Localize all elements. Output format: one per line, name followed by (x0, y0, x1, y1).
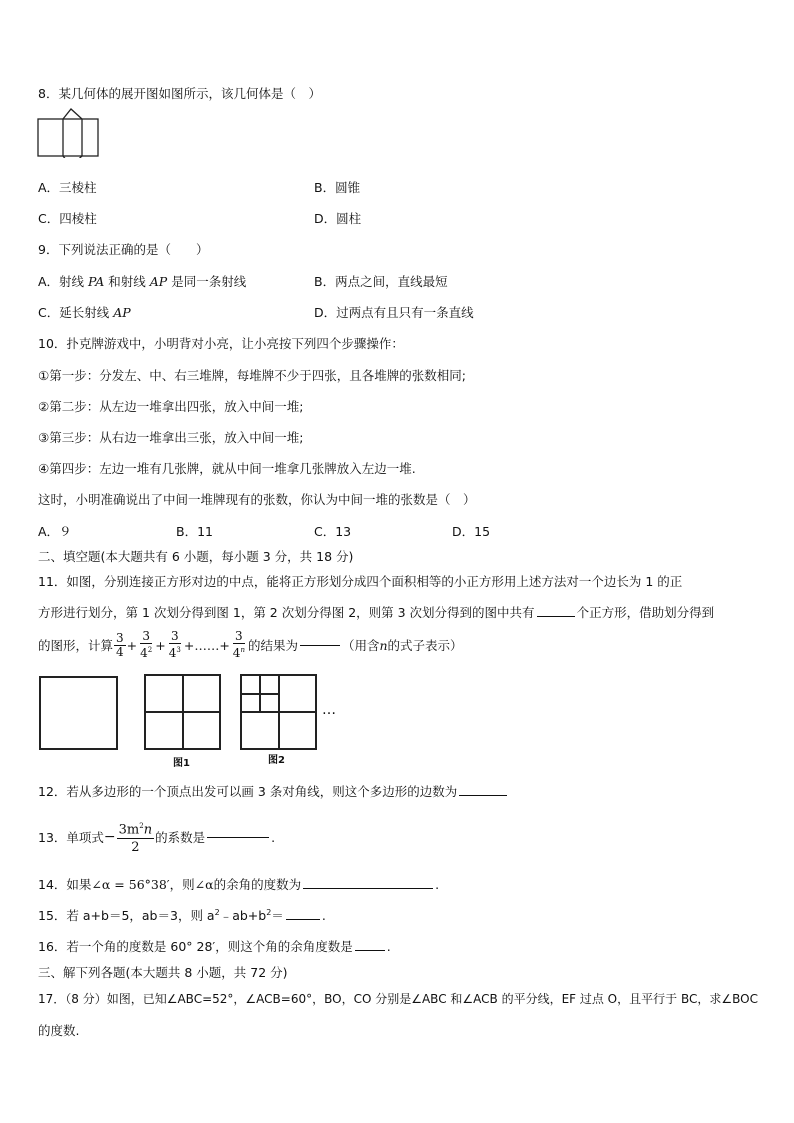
q11-line-2a: 方形进行划分，第 1 次划分得到图 1，第 2 次划分得图 2，则第 3 次划分得到的图中共有 (38, 605, 535, 620)
q15-line (38, 906, 326, 924)
q11-line-3 (38, 630, 463, 660)
q10-question: 这时，小明准确说出了中间一堆牌现有的张数，你认为中间一堆的张数是（ ） (38, 492, 476, 507)
q14-line (38, 875, 439, 893)
q8-option-b[interactable]: B．圆锥 (314, 180, 361, 195)
fig2-sub-horizontal-line (242, 693, 279, 695)
q9-c-text: C．延长射线 (38, 305, 114, 320)
q8-option-d[interactable]: D．圆柱 (314, 211, 362, 226)
q9-option-a[interactable] (38, 272, 246, 290)
q11-line-3a: 的图形，计算 (38, 638, 114, 653)
q13-fraction (117, 818, 154, 856)
fraction-1-den: 4 (116, 644, 124, 659)
q13-num-exp: 2 (139, 822, 144, 830)
fraction-3-base: 4 (168, 646, 177, 660)
fraction-3-den (167, 644, 183, 660)
q9-a-ray-ap: AP (149, 274, 168, 289)
fraction-n-den (231, 644, 247, 660)
q9-option-c[interactable] (38, 303, 131, 321)
q12-blank[interactable] (459, 794, 507, 796)
q10-step-1: ①第一步：分发左、中、右三堆牌，每堆牌不少于四张，且各堆牌的张数相同; (38, 368, 466, 383)
fig1-horizontal-line (146, 711, 219, 713)
q14-angle: ∠α (194, 877, 214, 892)
q12-text: 12．若从多边形的一个顶点出发可以画 3 条对角线，则这个多边形的边数为 (38, 784, 458, 799)
figure-square-1 (144, 674, 221, 750)
q11-var-n: n (379, 637, 388, 653)
fraction-2-exp: 2 (147, 646, 153, 654)
q16-blank[interactable] (355, 949, 385, 951)
q17-line-2: 的度数. (38, 1023, 80, 1038)
q15-blank[interactable] (286, 918, 320, 920)
question-9-stem: 9．下列说法正确的是（ ） (38, 242, 209, 257)
q17-line-1: 17．（8 分）如图，已知∠ABC=52°，∠ACB=60°，BO，CO 分别是∠ABC 和∠ACB 的平分线，EF 过点 O，且平行于 BC，求∠BOC (38, 992, 758, 1006)
q10-step-2: ②第二步：从左边一堆拿出四张，放入中间一堆; (38, 399, 304, 414)
q11-line-3c: （用含 (341, 638, 380, 653)
fraction-2-den (138, 644, 154, 660)
q12-line (38, 782, 509, 800)
figure-square-0 (39, 676, 118, 750)
q9-a-ray-pa: PA (88, 274, 105, 289)
fraction-3-exp: 3 (176, 646, 181, 654)
q15-exp-2: 2 (266, 907, 272, 917)
plus-dots: +……+ (183, 637, 230, 653)
q9-a-text1: A．射线 (38, 274, 89, 289)
fraction-n-num: 3 (235, 629, 243, 643)
q11-line-2b: 个正方形，借助划分得到 (576, 605, 715, 620)
plus-2: + (155, 637, 166, 653)
fraction-n-base: 4 (232, 646, 241, 660)
q8-option-c[interactable]: C．四棱柱 (38, 211, 97, 226)
q14-post: 的余角的度数为 (213, 877, 302, 892)
q9-c-ray-ap: AP (113, 305, 131, 320)
q14-expr: ∠α = 56°38′ (91, 877, 170, 892)
q9-a-text2: 和射线 (104, 274, 150, 289)
section-3-heading: 三、解下列各题(本大题共 8 小题，共 72 分) (38, 965, 288, 980)
q11-blank-1[interactable] (537, 615, 575, 617)
fig2-horizontal-line (242, 711, 315, 713)
q13-num-3m: 3m (118, 822, 140, 838)
figure-2-label: 图2 (268, 755, 285, 766)
q11-line-2 (38, 603, 714, 621)
q15-exp-1: 2 (214, 907, 220, 917)
q13-numerator (117, 818, 154, 839)
q13-pre: 13．单项式 (38, 830, 104, 846)
plus-1: + (126, 637, 138, 653)
q13-denominator: 2 (131, 840, 140, 856)
q13-line (38, 818, 275, 856)
q15-mid: ﹣ab+b (219, 908, 267, 923)
prism-net-figure (37, 108, 99, 158)
fraction-3 (167, 630, 183, 660)
fraction-3-num: 3 (170, 629, 179, 643)
q11-line-1: 11．如图，分别连接正方形对边的中点，能将正方形划分成四个面积相等的小正方形用上述方法对一个边长为 1 的正 (38, 574, 683, 589)
q9-option-d[interactable]: D．过两点有且只有一条直线 (314, 305, 474, 320)
q11-line-3d: 的式子表示） (387, 638, 463, 653)
q8-option-a[interactable]: A．三棱柱 (38, 180, 97, 195)
q15-post: ＝ (271, 908, 284, 923)
q10-option-c[interactable]: C．13 (314, 524, 352, 539)
figure-ellipsis: … (322, 702, 336, 718)
q10-step-3: ③第三步：从右边一堆拿出三张，放入中间一堆; (38, 430, 304, 445)
section-2-heading: 二、填空题(本大题共有 6 小题，每小题 3 分，共 18 分) (38, 549, 354, 564)
fraction-n-exp: n (240, 646, 245, 654)
q16-pre: 16．若一个角的度数是 60° 28′，则这个角的余角度数是 (38, 939, 353, 954)
q11-blank-2[interactable] (300, 644, 340, 646)
q9-option-b[interactable]: B．两点之间，直线最短 (314, 274, 448, 289)
q14-blank[interactable] (303, 887, 433, 889)
q9-a-text3: 是同一条射线 (167, 274, 247, 289)
q16-end: . (386, 939, 391, 954)
q15-pre: 15．若 a+b＝5，ab＝3，则 a (38, 908, 215, 923)
fraction-1-num: 3 (116, 630, 124, 645)
q13-end: . (271, 829, 276, 845)
q11-line-3b: 的结果为 (247, 638, 298, 653)
q14-mid: ，则 (169, 877, 195, 892)
fraction-1 (114, 632, 126, 659)
q10-step-4: ④第四步：左边一堆有几张牌，就从中间一堆拿几张牌放入左边一堆. (38, 461, 416, 476)
figure-square-2 (240, 674, 317, 750)
fraction-2-base: 4 (140, 646, 148, 660)
q13-minus: − (103, 829, 116, 846)
q13-num-n: n (143, 822, 153, 838)
q14-end: . (435, 877, 440, 892)
q16-line (38, 937, 391, 955)
q10-option-d[interactable]: D．15 (452, 524, 491, 539)
fraction-2-num: 3 (142, 629, 151, 643)
question-10-stem: 10．扑克牌游戏中，小明背对小亮，让小亮按下列四个步骤操作： (38, 336, 404, 351)
q14-pre: 14．如果 (38, 877, 92, 892)
q10-option-a[interactable]: A．９ (38, 524, 72, 539)
fraction-n (231, 630, 247, 660)
q15-end: . (321, 908, 326, 923)
q13-blank[interactable] (207, 836, 269, 838)
q13-post: 的系数是 (155, 830, 206, 846)
question-8-stem: 8．某几何体的展开图如图所示，该几何体是（ ） (38, 86, 321, 101)
q10-option-b[interactable]: B．11 (176, 524, 213, 539)
fraction-2 (138, 630, 154, 660)
figure-1-label: 图1 (173, 758, 190, 769)
